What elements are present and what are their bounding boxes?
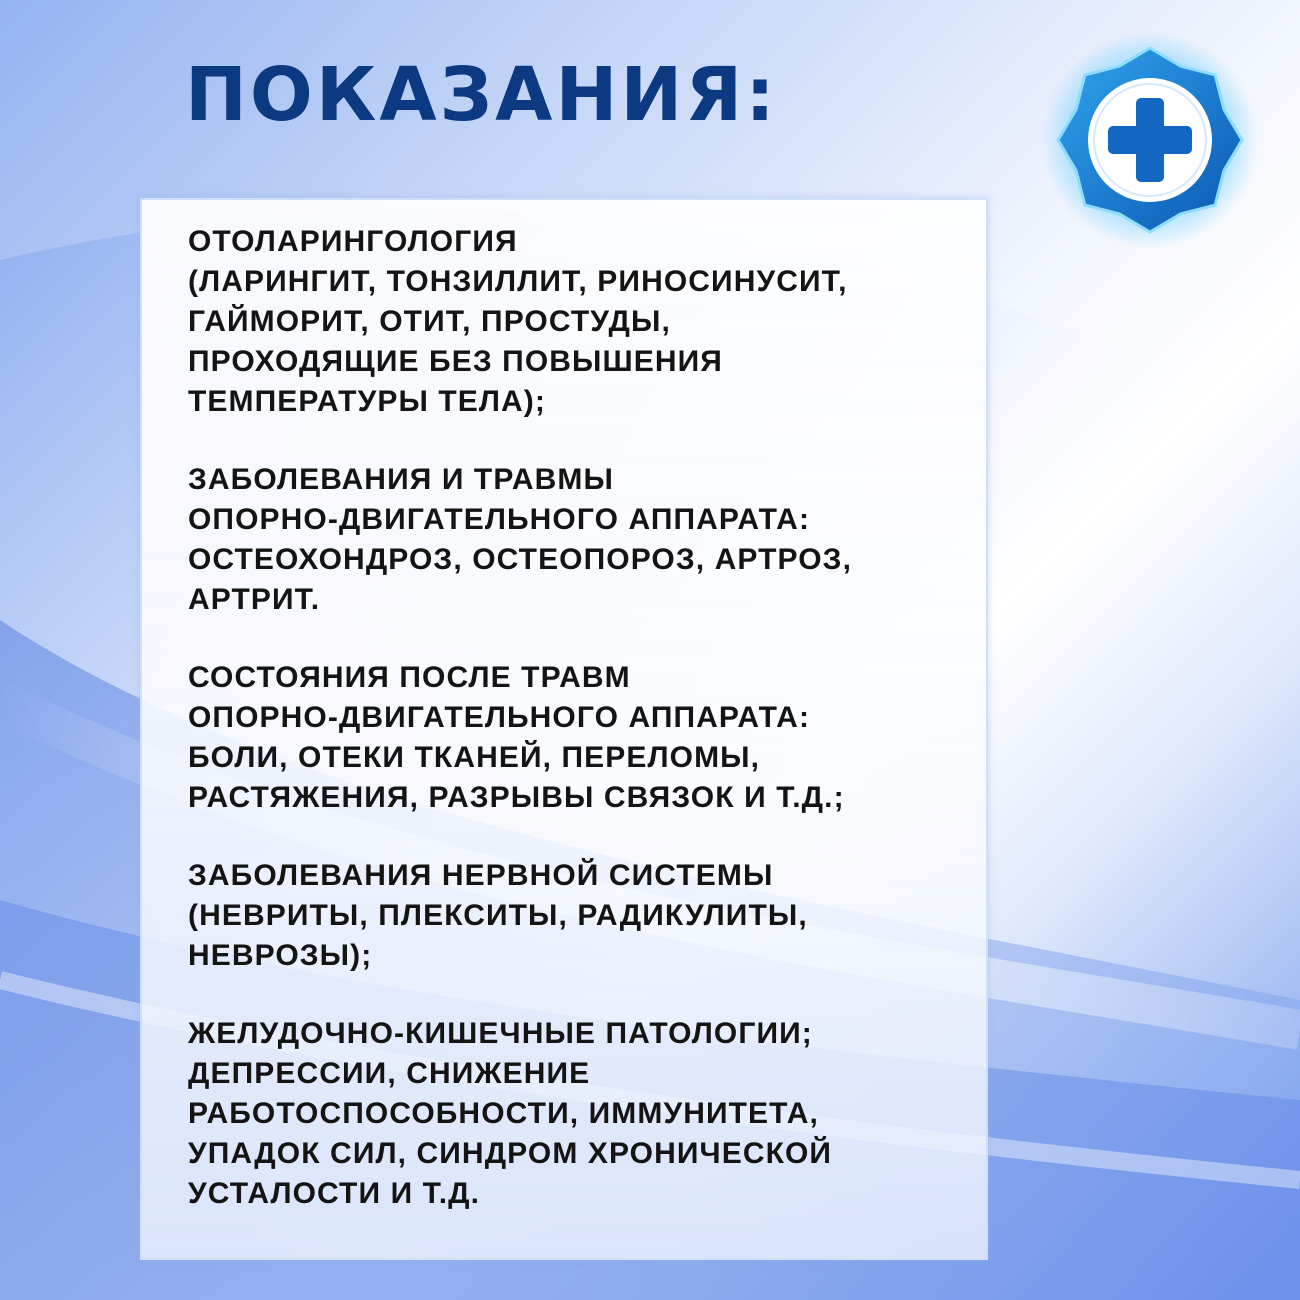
indication-line: (ЛАРИНГИТ, ТОНЗИЛЛИТ, РИНОСИНУСИТ, [188, 265, 848, 298]
medical-cross-icon [1040, 30, 1260, 250]
indication-line: АРТРИТ. [188, 583, 321, 616]
indication-line: ДЕПРЕССИИ, СНИЖЕНИЕ [188, 1057, 591, 1090]
indication-line: РАБОТОСПОСОБНОСТИ, ИММУНИТЕТА, [188, 1097, 819, 1130]
indication-line: ОПОРНО-ДВИГАТЕЛЬНОГО АППАРАТА: [188, 503, 811, 536]
indication-line: ЖЕЛУДОЧНО-КИШЕЧНЫЕ ПАТОЛОГИИ; [188, 1017, 813, 1050]
indication-line: ЗАБОЛЕВАНИЯ НЕРВНОЙ СИСТЕМЫ [188, 859, 774, 892]
indication-line: ОТОЛАРИНГОЛОГИЯ [188, 225, 518, 258]
indication-line: ЗАБОЛЕВАНИЯ И ТРАВМЫ [188, 463, 614, 496]
indication-line: СОСТОЯНИЯ ПОСЛЕ ТРАВМ [188, 661, 631, 694]
indication-section [188, 856, 966, 976]
indication-line: БОЛИ, ОТЕКИ ТКАНЕЙ, ПЕРЕЛОМЫ, [188, 741, 761, 774]
indication-line: ГАЙМОРИТ, ОТИТ, ПРОСТУДЫ, [188, 305, 671, 338]
indication-section [188, 658, 966, 818]
indication-line: ОСТЕОХОНДРОЗ, ОСТЕОПОРОЗ, АРТРОЗ, [188, 543, 853, 576]
indication-line: РАСТЯЖЕНИЯ, РАЗРЫВЫ СВЯЗОК И Т.Д.; [188, 781, 845, 814]
page-title: ПОКАЗАНИЯ: [185, 52, 778, 138]
indication-line: ПРОХОДЯЩИЕ БЕЗ ПОВЫШЕНИЯ [188, 345, 723, 378]
indication-line: (НЕВРИТЫ, ПЛЕКСИТЫ, РАДИКУЛИТЫ, [188, 899, 808, 932]
indication-section [188, 1014, 966, 1214]
indication-section [188, 460, 966, 620]
indication-line: УПАДОК СИЛ, СИНДРОМ ХРОНИЧЕСКОЙ [188, 1137, 833, 1170]
indication-section [188, 222, 966, 422]
indication-line: ОПОРНО-ДВИГАТЕЛЬНОГО АППАРАТА: [188, 701, 811, 734]
indications-panel [140, 198, 988, 1260]
indication-line: УСТАЛОСТИ И Т.Д. [188, 1177, 481, 1210]
indication-line: НЕВРОЗЫ); [188, 939, 373, 972]
indication-line: ТЕМПЕРАТУРЫ ТЕЛА); [188, 385, 546, 418]
